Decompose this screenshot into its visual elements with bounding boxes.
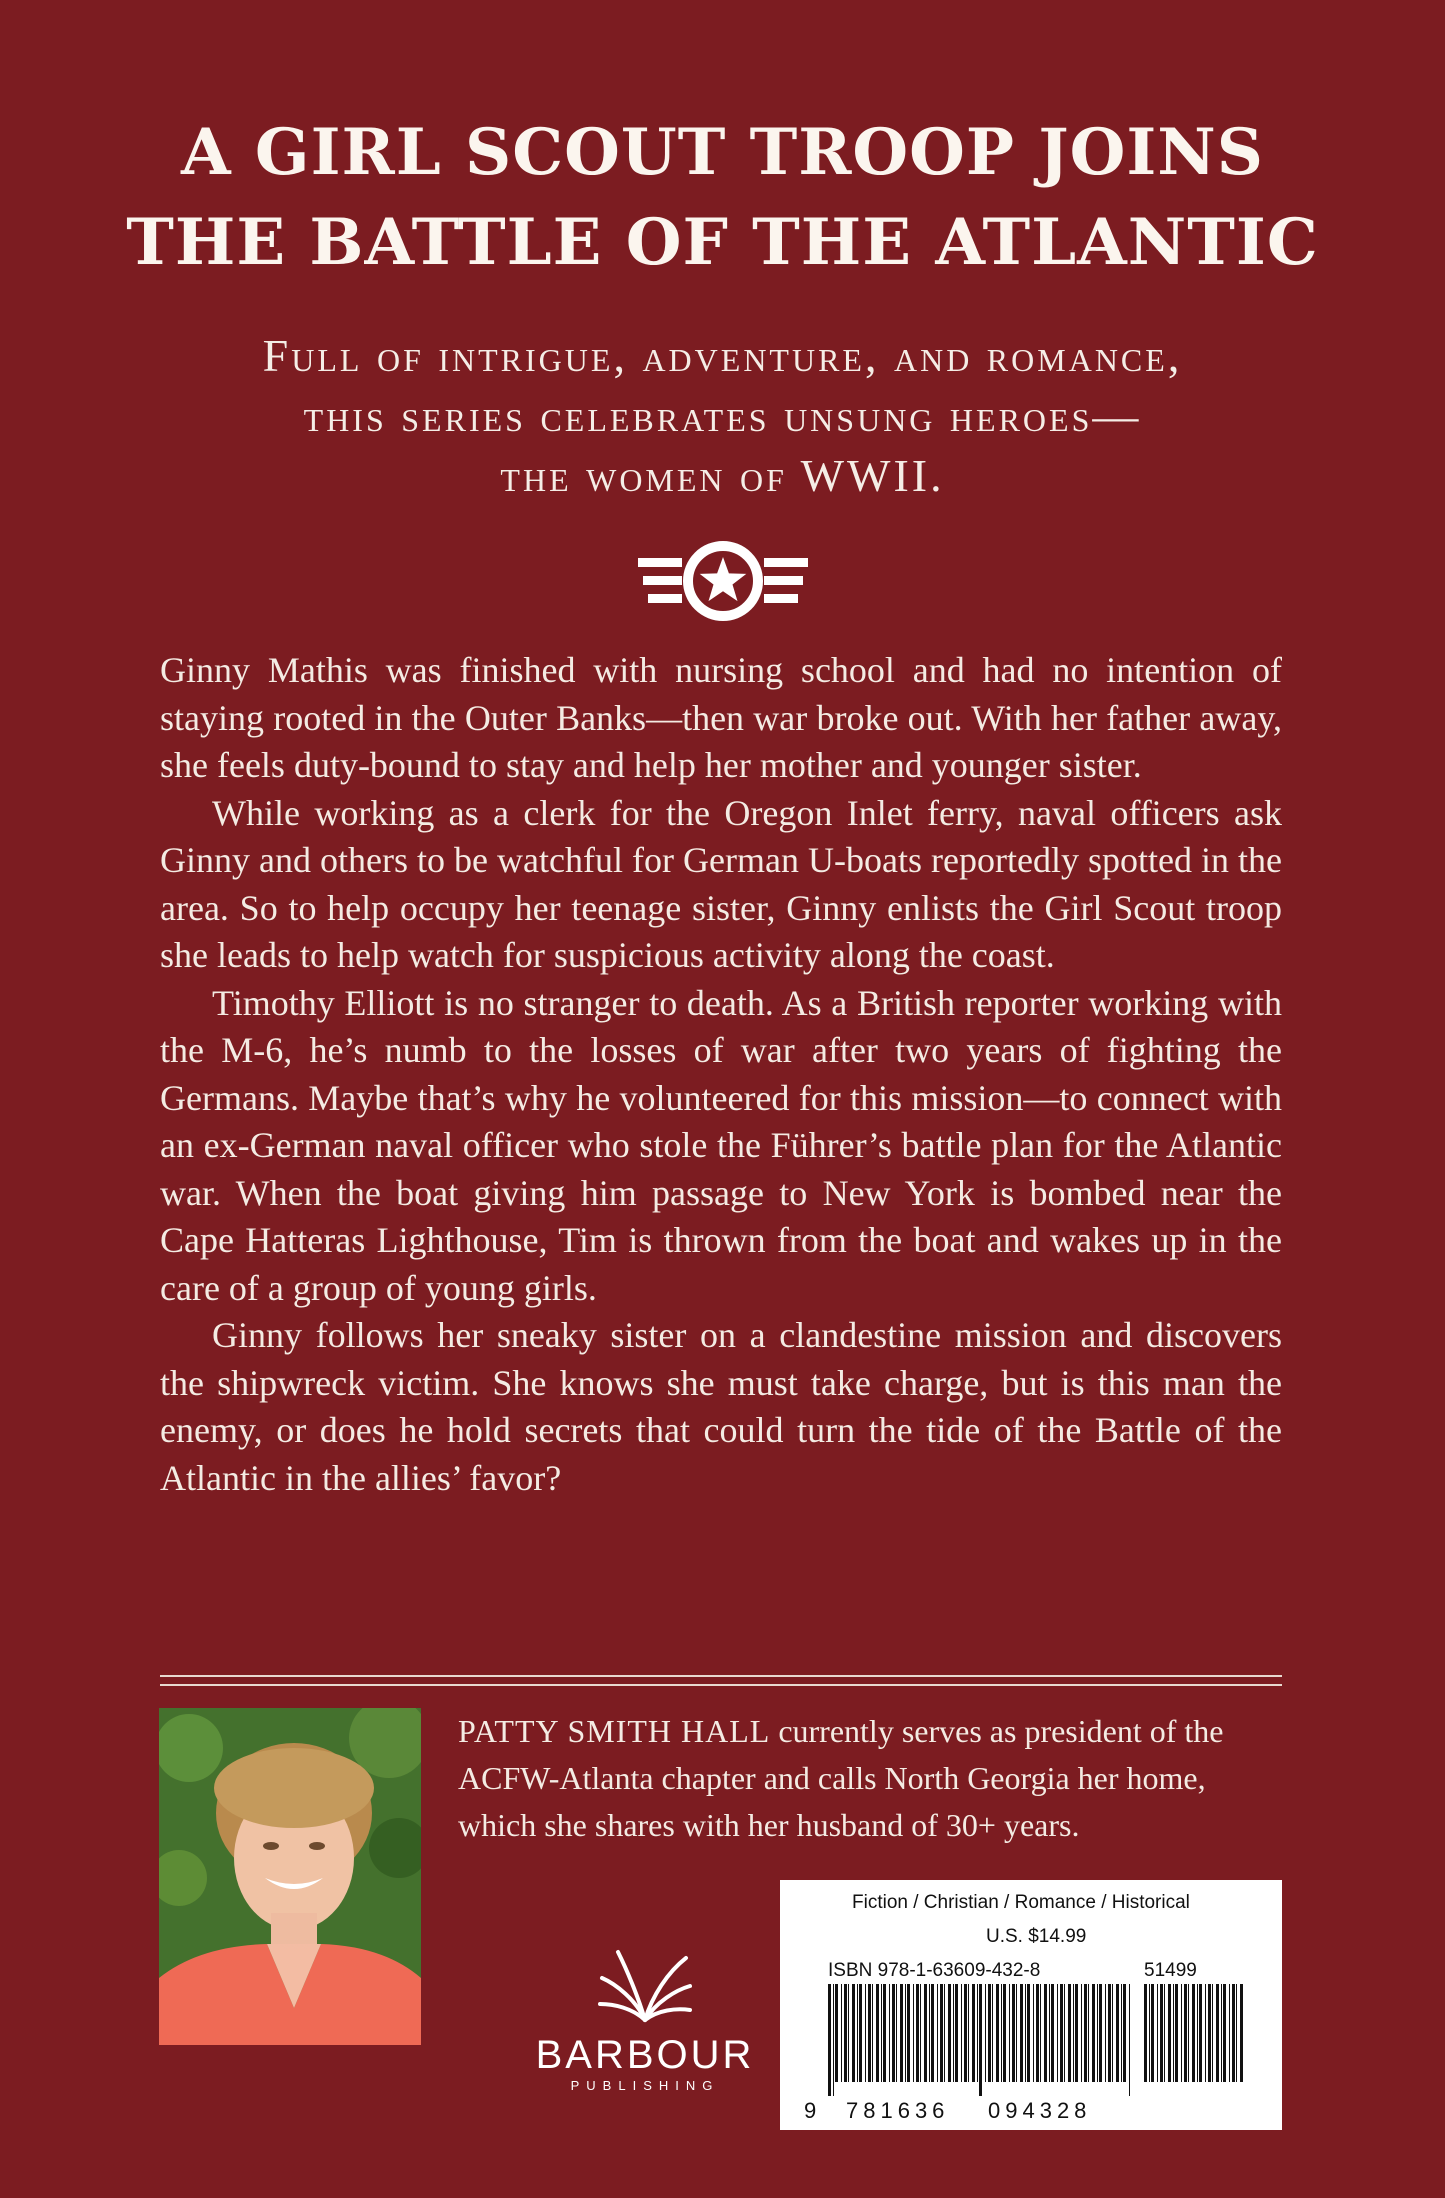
barcode-bar [1151, 1984, 1154, 2082]
barcode-bar [1129, 1984, 1130, 2096]
barcode-bar [916, 1984, 919, 2082]
barcode-bar [1060, 1984, 1063, 2082]
publisher-subtitle: PUBLISHING [570, 2078, 720, 2093]
barcode-bar [835, 1984, 838, 2082]
barcode-panel [780, 1880, 1282, 2130]
barcode-bar [907, 1984, 910, 2082]
barcode-bar [1149, 1984, 1150, 2082]
barcode-bar [1112, 1984, 1113, 2082]
barcode-bar [1160, 1984, 1163, 2082]
barcode-bar [1236, 1984, 1237, 2082]
price-barcode [1144, 1984, 1244, 2096]
barcode-bar [961, 1984, 962, 2082]
description-paragraph-4: Ginny follows her sneaky sister on a clandestine mission and discovers the shipwreck victim. She knows she must take charge, but is this man the enemy, or does he hold secrets that could turn the tide of the Battle of the Atlantic in the allies’ favor? [160, 1315, 1282, 1498]
description-paragraph-2: While working as a clerk for the Oregon Inlet ferry, naval officers ask Ginny and others to be watchful for German U-boats reportedly spotted in the area. So to help occupy her teenage sister, Ginny enlists the Girl Scout troop she leads to help watch for suspicious activity along the coast. [160, 792, 1282, 975]
barcode-bar [937, 1984, 938, 2082]
barcode-bar [1192, 1984, 1195, 2082]
barcode-bar [848, 1984, 849, 2082]
barcode-bar [1184, 1984, 1187, 2082]
publisher-logo [530, 1946, 760, 2093]
barcode-bar [1001, 1984, 1002, 2082]
barcode-bar [1084, 1984, 1087, 2082]
barcode-bar [985, 1984, 986, 2082]
barcode-bar [944, 1984, 945, 2082]
barcode-bar [1003, 1984, 1006, 2082]
barcode-bar [852, 1984, 855, 2082]
barcode-bar [1199, 1984, 1202, 2082]
barcode-bar [865, 1984, 866, 2082]
barcode-bar [929, 1984, 930, 2082]
barcode-bar [1068, 1984, 1071, 2082]
barcode-bar [968, 1984, 969, 2082]
barcode-bar [1040, 1984, 1041, 2082]
barcode-bar [1075, 1984, 1078, 2082]
barcode-digits-right: 094328 [988, 2098, 1092, 2123]
barcode-bar [905, 1984, 906, 2082]
isbn-barcode [828, 1984, 1134, 2096]
author-bio [458, 1708, 1284, 1849]
barcode-bar [1157, 1984, 1158, 2082]
barcode-digits-left: 781636 [846, 2098, 950, 2123]
barcode-bar [841, 1984, 842, 2082]
barcode-bar [977, 1984, 978, 2082]
headline [0, 108, 1445, 288]
barcode-bar [920, 1984, 921, 2082]
book-description [160, 647, 1282, 1502]
barcode-bar [1144, 1984, 1147, 2082]
barcode-bar [1027, 1984, 1030, 2082]
description-paragraph-3: Timothy Elliott is no stranger to death. As a British reporter working with the M-6, he’s numb to the losses of war after two years of fighting the Germans. Maybe that’s why he volunteered for this mission—to connect with an ex-German naval officer who stole the Führer’s battle plan for the Atlantic war. When the boat giving him passage to New York is bombed near the Cape Hatteras Lighthouse, Tim is thrown from the boat and wakes up in the care of a group of young girls. [160, 982, 1282, 1308]
open-book-logo-icon [590, 1946, 700, 2024]
barcode-bar [828, 1984, 831, 2096]
barcode-bar [1181, 1984, 1182, 2082]
barcode-bar [924, 1984, 927, 2082]
tagline [0, 326, 1445, 506]
tagline-line-1: Full of intrigue, adventure, and romance, [262, 330, 1183, 381]
bisac-category: Fiction / Christian / Romance / Historical [852, 1892, 1190, 1913]
barcode-bar [913, 1984, 914, 2082]
divider-rule-top [160, 1675, 1282, 1677]
barcode-bar [1016, 1984, 1017, 2082]
tagline-line-3: the women of WWII. [500, 450, 945, 501]
barcode-bar [1009, 1984, 1010, 2082]
author-bio-text: currently serves as president of the ACFW-Atlanta chapter and calls North Georgia her home, which she shares with her husband of 30+ years. [458, 1713, 1224, 1843]
barcode-bar [1188, 1984, 1189, 2082]
barcode-bar [1197, 1984, 1198, 2082]
barcode-bar [1057, 1984, 1058, 2082]
price-code: 51499 [1144, 1960, 1197, 1981]
barcode-bar [1044, 1984, 1047, 2082]
headline-line-2: THE BATTLE OF THE ATLANTIC [126, 205, 1319, 280]
barcode-bar [1121, 1984, 1122, 2082]
barcode-bar [1173, 1984, 1174, 2082]
isbn-text: ISBN 978-1-63609-432-8 [828, 1960, 1041, 1981]
barcode-bar [892, 1984, 895, 2082]
barcode-bar [1175, 1984, 1178, 2082]
divider-rule-bottom [160, 1684, 1282, 1686]
barcode-bar [876, 1984, 879, 2082]
barcode-bar [1049, 1984, 1050, 2082]
barcode-bar [868, 1984, 871, 2082]
barcode-bar [1064, 1984, 1065, 2082]
barcode-bar [1099, 1984, 1102, 2082]
publisher-name: BARBOUR [535, 2033, 755, 2077]
barcode-bar [881, 1984, 882, 2082]
barcode-bar [1073, 1984, 1074, 2082]
barcode-bar [1025, 1984, 1026, 2082]
barcode-bar [900, 1984, 903, 2082]
description-paragraph-1: Ginny Mathis was finished with nursing school and had no intention of staying rooted in the Outer Banks—then war broke out. With her father away, she feels duty-bound to stay and help her mother and younger sister. [160, 650, 1282, 785]
barcode-bar [1116, 1984, 1119, 2082]
barcode-bar [1221, 1984, 1222, 2082]
barcode-bar [1123, 1984, 1126, 2082]
barcode-bar [833, 1984, 834, 2096]
barcode-bar [1240, 1984, 1243, 2082]
barcode-bar [872, 1984, 873, 2082]
barcode-bar [996, 1984, 999, 2082]
author-photo [159, 1708, 421, 2045]
barcode-bar [948, 1984, 951, 2082]
barcode-bar [1036, 1984, 1039, 2082]
barcode-bar [979, 1984, 982, 2096]
star-roundel-with-wings-icon [638, 538, 808, 624]
barcode-bar [1092, 1984, 1095, 2082]
barcode-bar [1208, 1984, 1211, 2082]
barcode-bar [1223, 1984, 1226, 2082]
barcode-bar [896, 1984, 897, 2082]
barcode-digit-prefix: 9 [804, 2098, 817, 2123]
author-name: PATTY SMITH HALL [458, 1713, 771, 1749]
barcode-bar [1212, 1984, 1213, 2082]
barcode-bar [964, 1984, 967, 2082]
barcode-bar [1105, 1984, 1106, 2082]
barcode-bar [844, 1984, 847, 2082]
barcode-bar [992, 1984, 993, 2082]
barcode-bar [1108, 1984, 1111, 2082]
barcode-bar [1012, 1984, 1015, 2082]
barcode-bar [857, 1984, 858, 2082]
barcode-bar [1033, 1984, 1034, 2082]
barcode-bar [1216, 1984, 1219, 2082]
barcode-bar [859, 1984, 862, 2082]
barcode-bar [988, 1984, 991, 2082]
headline-line-1: A GIRL SCOUT TROOP JOINS [180, 115, 1265, 190]
barcode-bar [1205, 1984, 1206, 2082]
barcode-bar [1168, 1984, 1171, 2082]
barcode-bar [1229, 1984, 1230, 2082]
barcode-bar [1088, 1984, 1089, 2082]
barcode-bar [972, 1984, 975, 2082]
barcode-bar [955, 1984, 958, 2082]
tagline-line-2: this series celebrates unsung heroes— [303, 390, 1142, 441]
barcode-bar [889, 1984, 890, 2082]
barcode-bar [883, 1984, 886, 2082]
retail-price: U.S. $14.99 [986, 1926, 1087, 1947]
barcode-bar [1164, 1984, 1165, 2082]
barcode-bar [1097, 1984, 1098, 2082]
barcode-bar [1232, 1984, 1235, 2082]
barcode-bar [931, 1984, 934, 2082]
barcode-bar [940, 1984, 943, 2082]
barcode-bar [1020, 1984, 1023, 2082]
barcode-bar [953, 1984, 954, 2082]
barcode-bar [1051, 1984, 1054, 2082]
barcode-bar [1081, 1984, 1082, 2082]
